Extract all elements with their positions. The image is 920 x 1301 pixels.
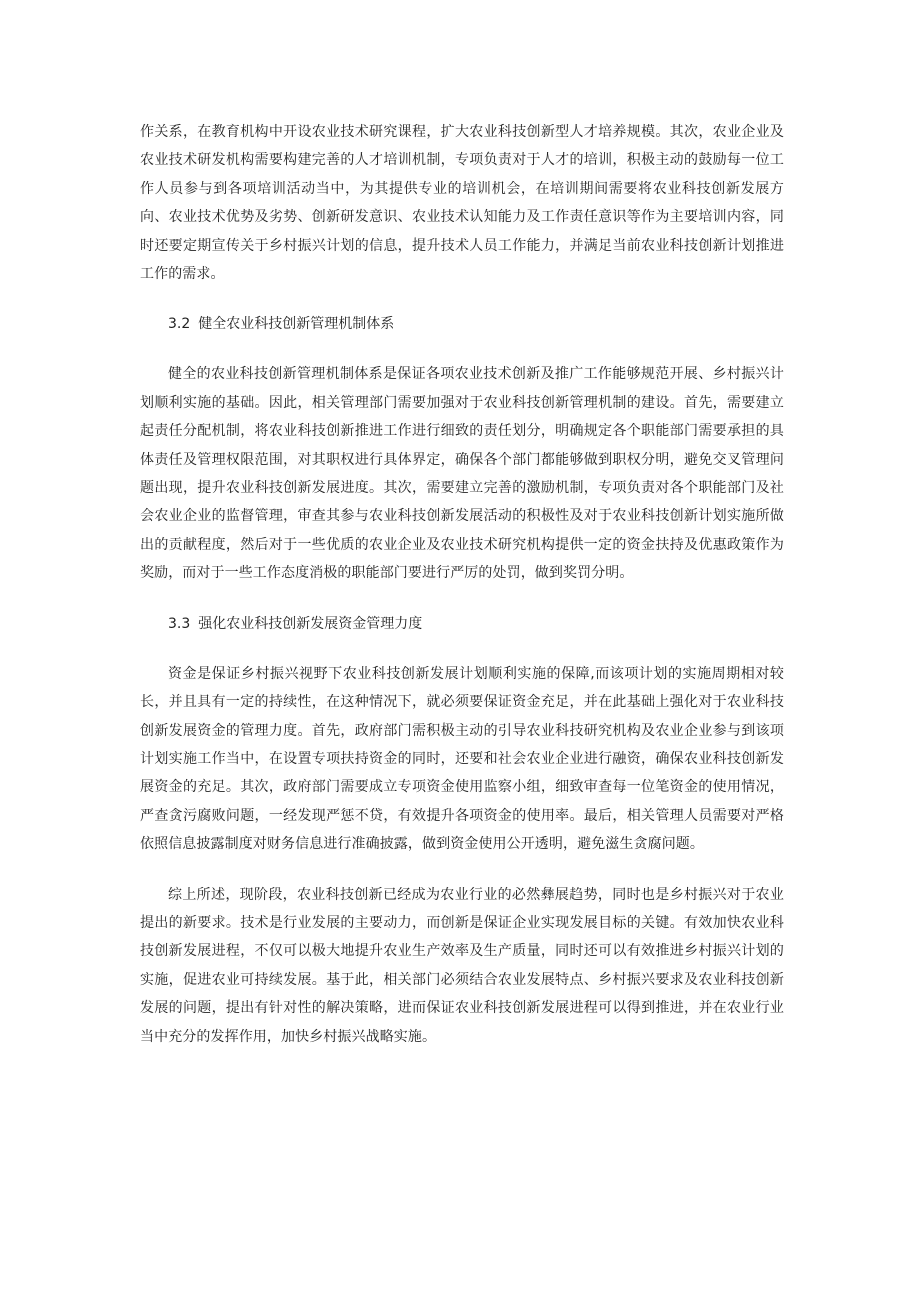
section-title: 健全农业科技创新管理机制体系 — [198, 316, 395, 333]
section-3-2-paragraph: 健全的农业科技创新管理机制体系是保证各项农业技术创新及推广工作能够规范开展、乡村振兴计划顺利实施的基础。因此，相关管理部门需要加强对于农业科技创新管理机制的建设。首先，需要建立起责任分配机制，将农业科技创新推进工作进行细致的责任划分，明确规定各个职能部门需要承担的具体责任及管理权限范围，对其职权进行具体界定，确保各个部门都能够做到职权分明，避免交叉管理问题出现，提升农业科技创新发展进度。其次，需要建立完善的激励机制，专项负责对各个职能部门及社会农业企业的监督管理，审查其参与农业科技创新发展活动的积极性及对于农业科技创新计划实施所做出的贡献程度，然后对于一些优质的农业企业及农业技术研究机构提供一定的资金扶持及优惠政策作为奖励，而对于一些工作态度消极的职能部门要进行严厉的处罚，做到奖罚分明。 — [140, 366, 784, 582]
conclusion-paragraph: 综上所述，现阶段，农业科技创新已经成为农业行业的必然彝展趋势，同时也是乡村振兴对于农业提出的新要求。技术是行业发展的主要动力，而创新是保证企业实现发展目标的关键。有效加快农业科技创新发展进程，不仅可以极大地提升农业生产效率及生产质量，同时还可以有效推进乡村振兴计划的实施，促进农业可持续发展。基于此，相关部门必须结合农业发展特点、乡村振兴要求及农业科技创新发展的问题，提出有针对性的解决策略，进而保证农业科技创新发展进程可以得到推进，并在农业行业当中充分的发挥作用，加快乡村振兴战略实施。 — [140, 886, 784, 1045]
section-number: 3.3 — [168, 615, 191, 632]
section-heading-3-2 — [140, 310, 784, 338]
section-3-3-paragraph: 资金是保证乡村振兴视野下农业科技创新发展计划顺利实施的保障,而该项计划的实施周期相对较长，并且具有一定的持续性，在这种情况下，就必须要保证资金充足，并在此基础上强化对于农业科技创新发展资金的管理力度。首先，政府部门需积极主动的引导农业科技研究机构及农业企业参与到该项计划实施工作当中，在设置专项扶持资金的同时，还要和社会农业企业进行融资，确保农业科技创新发展资金的充足。其次，政府部门需要成立专项资金使用监察小组，细致审查每一位笔资金的使用情况，严查贪污腐败问题，一经发现严惩不贷，有效提升各项资金的使用率。最后，相关管理人员需要对严格依照信息披露制度对财务信息进行准确披露，做到资金使用公开透明，避免滋生贪腐问题。 — [140, 665, 784, 853]
section-heading-3-3 — [140, 610, 784, 638]
paragraph-continued: 作关系，在教育机构中开设农业技术研究课程，扩大农业科技创新型人才培养规模。其次，农业企业及农业技术研发机构需要构建完善的人才培训机制，专项负责对于人才的培训，积极主动的鼓励每一位工作人员参与到各项培训活动当中，为其提供专业的培训机会，在培训期间需要将农业科技创新发展方向、农业技术优势及劣势、创新研发意识、农业技术认知能力及工作责任意识等作为主要培训内容，同时还要定期宣传关于乡村振兴计划的信息，提升技术人员工作能力，并满足当前农业科技创新计划推进工作的需求。 — [140, 124, 784, 283]
document-body — [140, 118, 784, 1051]
section-number: 3.2 — [168, 316, 191, 333]
section-title: 强化农业科技创新发展资金管理力度 — [198, 615, 423, 632]
